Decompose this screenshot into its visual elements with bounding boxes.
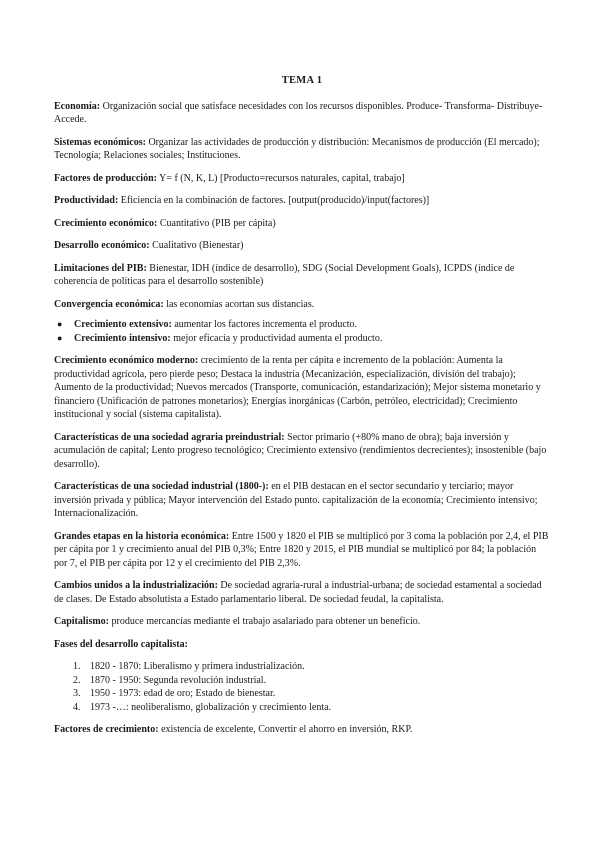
phase-text: 1950 - 1973: edad de oro; Estado de bienestar. bbox=[90, 688, 276, 699]
paragraph-limitaciones-pib bbox=[54, 262, 550, 289]
term: Crecimiento económico: bbox=[54, 217, 158, 229]
term: Productividad: bbox=[54, 195, 119, 206]
paragraph-desarrollo-economico bbox=[54, 239, 550, 253]
list-item bbox=[54, 660, 550, 674]
phases-list bbox=[54, 660, 550, 714]
definition: aumentar los factores incrementa el producto. bbox=[171, 319, 358, 330]
paragraph-capitalismo bbox=[54, 615, 550, 629]
term: Factores de producción: bbox=[54, 172, 157, 184]
definition: las economías acortan sus distancias. bbox=[163, 298, 315, 310]
definition: Organizar las actividades de producción y distribución: Mecanismos de producción (El mercado); Tecnología; Relaciones sociales; Instituciones. bbox=[54, 136, 540, 161]
term: Limitaciones del PIB: bbox=[54, 262, 147, 274]
phase-text: 1870 - 1950: Segunda revolución industrial. bbox=[90, 674, 267, 686]
term: Grandes etapas en la historia económica: bbox=[54, 530, 230, 542]
term: Crecimiento económico moderno: bbox=[54, 355, 199, 366]
definition: Organización social que satisface necesidades con los recursos disponibles. Produce- Transforma- Distribuye-Accede. bbox=[54, 100, 543, 125]
definition: Eficiencia en la combinación de factores. [output(producido)/input(factores)] bbox=[118, 195, 430, 206]
definition: De sociedad agraria-rural a industrial-urbana; de sociedad estamental a sociedad de clases. De Estado absolutista a Estado parlamentario liberal. De sociedad feudal, la capitalista. bbox=[54, 580, 542, 605]
definition: mejor eficacia y productividad aumenta el producto. bbox=[170, 332, 383, 344]
definition: existencia de excelente, Convertir el ahorro en inversión, RKP. bbox=[158, 724, 413, 735]
term: Crecimiento intensivo: bbox=[74, 332, 171, 344]
phase-text: 1973 -…: neoliberalismo, globalización y crecimiento lenta. bbox=[90, 701, 332, 713]
paragraph-sociedad-industrial bbox=[54, 480, 550, 521]
term: Convergencia económica: bbox=[54, 298, 164, 310]
term: Desarrollo económico: bbox=[54, 240, 150, 251]
paragraph-crecimiento-economico bbox=[54, 217, 550, 231]
definition: Entre 1500 y 1820 el PIB se multiplicó por 3 coma la población por 2,4, el PIB per cápita por 1 y crecimiento anual del PIB 0,3%; Entre 1820 y 2015, el PIB mundial se multiplicó por 84; la población por 7, el PIB per cápita por 12 y el crecimiento del PIB 2,3%. bbox=[54, 530, 549, 569]
definition: Sector primario (+80% mano de obra); baja inversión y acumulación de capital; Lento progreso tecnológico; Crecimiento extensivo (rendimientos decrecientes); insostenible (bajo desarrollo). bbox=[54, 431, 547, 470]
definition: Y= f (N, K, L) [Producto=recursos naturales, capital, trabajo] bbox=[156, 172, 405, 184]
growth-types-list bbox=[54, 318, 550, 345]
definition: Cuantitativo (PIB per cápita) bbox=[157, 217, 276, 229]
term: Crecimiento extensivo: bbox=[74, 319, 172, 330]
list-item bbox=[54, 687, 550, 701]
paragraph-grandes-etapas bbox=[54, 530, 550, 571]
definition: Bienestar, IDH (índice de desarrollo), SDG (Social Development Goals), ICPDS (índice de coherencia de políticas para el desarrollo sostenible) bbox=[54, 262, 515, 287]
definition: Cualitativo (Bienestar) bbox=[149, 240, 244, 251]
list-number: 3. bbox=[73, 688, 81, 699]
paragraph-productividad bbox=[54, 194, 550, 208]
term: Capitalismo: bbox=[54, 616, 109, 627]
document-body bbox=[54, 74, 550, 746]
term: Factores de crecimiento: bbox=[54, 724, 159, 735]
paragraph-factores-crecimiento bbox=[54, 723, 550, 737]
term: Cambios unidos a la industrialización: bbox=[54, 580, 218, 591]
list-number: 2. bbox=[73, 674, 81, 686]
phase-text: 1820 - 1870: Liberalismo y primera industrialización. bbox=[90, 661, 305, 672]
list-item bbox=[54, 701, 550, 715]
term: Sistemas económicos: bbox=[54, 136, 146, 148]
paragraph-sociedad-agraria bbox=[54, 431, 550, 472]
paragraph-sistemas-economicos bbox=[54, 136, 550, 163]
paragraph-economia bbox=[54, 100, 550, 127]
phases-heading bbox=[54, 638, 550, 652]
list-item bbox=[54, 332, 550, 346]
paragraph-crecimiento-moderno bbox=[54, 354, 550, 422]
bullet-icon: ● bbox=[57, 332, 63, 343]
definition: en el PIB destacan en el sector secundario y terciario; mayor inversión privada y pública; Mayor intervención del Estado punto. capitalización de la economía; Crecimiento intensivo; Internacionalización. bbox=[54, 481, 538, 519]
list-item bbox=[54, 318, 550, 332]
bullet-icon: ● bbox=[57, 319, 63, 329]
definition: crecimiento de la renta per cápita e incremento de la población: Aumenta la productividad agrícola, pero pierde peso; Destaca la industria (Mecanización, especialización, división del trabajo); Aumento de la productividad; Nuevos mercados (Transporte, comunicación, estandarización); Mejor sistema monetario y financiero (Unificación de patrones monetarios); Energías inorgánicas (Carbón, petróleo, electricidad); Crecimiento institucional y social (sistema capitalista). bbox=[54, 355, 541, 420]
term: Economía: bbox=[54, 100, 101, 112]
definition: produce mercancías mediante el trabajo asalariado para obtener un beneficio. bbox=[109, 616, 421, 627]
paragraph-cambios-industrializacion bbox=[54, 579, 550, 606]
term: Características de una sociedad agraria preindustrial: bbox=[54, 431, 285, 443]
list-number: 4. bbox=[73, 701, 81, 713]
page-title: TEMA 1 bbox=[281, 75, 323, 86]
list-item bbox=[54, 674, 550, 688]
term: Fases del desarrollo capitalista: bbox=[54, 638, 188, 650]
paragraph-factores-produccion bbox=[54, 172, 550, 186]
term: Características de una sociedad industrial (1800-): bbox=[54, 481, 269, 492]
paragraph-convergencia bbox=[54, 298, 550, 312]
list-number: 1. bbox=[73, 661, 81, 672]
